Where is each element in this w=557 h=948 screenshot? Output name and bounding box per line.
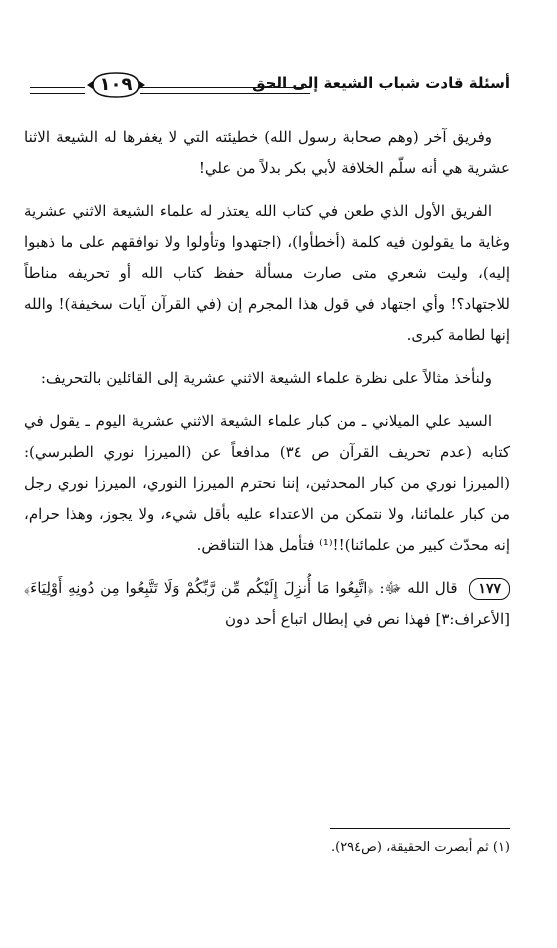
paragraph-2: الفريق الأول الذي طعن في كتاب الله يعتذر له علماء الشيعة الاثني عشرية وغاية ما يقولون فيه كلمة (أخطأوا)، (اجتهدوا وتأولوا ولا نوافقهم على ما ذهبوا إليه)، وليت شعري متى صارت مسألة حفظ كتاب الله أو تحريفه مناطاً للاجتهاد؟! وأي اجتهاد في قول هذا المجرم إن (في القرآن آيات سخيفة)! والله إنها لطامة كبرى.: [24, 202, 510, 344]
page-number: ١٠٩: [99, 74, 133, 95]
paragraph-3: ولنأخذ مثالاً على نظرة علماء الشيعة الاثني عشرية إلى القائلين بالتحريف:: [40, 369, 492, 387]
paragraph-1: وفريق آخر (وهم صحابة رسول الله) خطيئته التي لا يغفرها له الشيعة الاثنا عشرية هي أنه سلّم الخلافة لأبي بكر بدلاً من علي!: [24, 128, 510, 177]
footnote: (١) ثم أبصرت الحقيقة، (ص٢٩٤).: [330, 840, 510, 855]
page-header: [30, 68, 510, 108]
page-body: [24, 122, 510, 647]
verse-number-badge: ١٧٧: [469, 578, 510, 600]
header-left-rule: [30, 87, 85, 94]
verse-text: قال الله ﷻ: ﴿اتَّبِعُوا مَا أُنزِلَ إِلَيْكُم مِّن رَّبِّكُمْ وَلَا تَتَّبِعُوا مِن دُونِهِ أَوْلِيَاءَ﴾ [الأعراف:٣] فهذا نص في إبطال اتباع أحد دون: [24, 579, 510, 628]
book-title: أسئلة قادت شباب الشيعة إلى الحق: [252, 74, 510, 92]
verse-paragraph: [24, 573, 510, 635]
page-number-badge: [85, 70, 147, 100]
paragraph-4: السيد علي الميلاني ـ من كبار علماء الشيعة الاثني عشرية اليوم ـ يقول في كتابه (عدم تحريف القرآن ص ٣٤) مدافعاً عن (الميرزا نوري الطبرسي): (الميرزا نوري من كبار المحدثين، إننا نحترم الميرزا النوري، الميرزا نوري رجل من كبار علمائنا، ولا نتمكن من الاعتداء عليه بأقل شيء، ولا يجوز، وهذا حرام، إنه محدّث كبير من علمائنا)!!⁽¹⁾ فتأمل هذا التناقض.: [24, 412, 510, 554]
footnote-divider: [330, 828, 510, 829]
